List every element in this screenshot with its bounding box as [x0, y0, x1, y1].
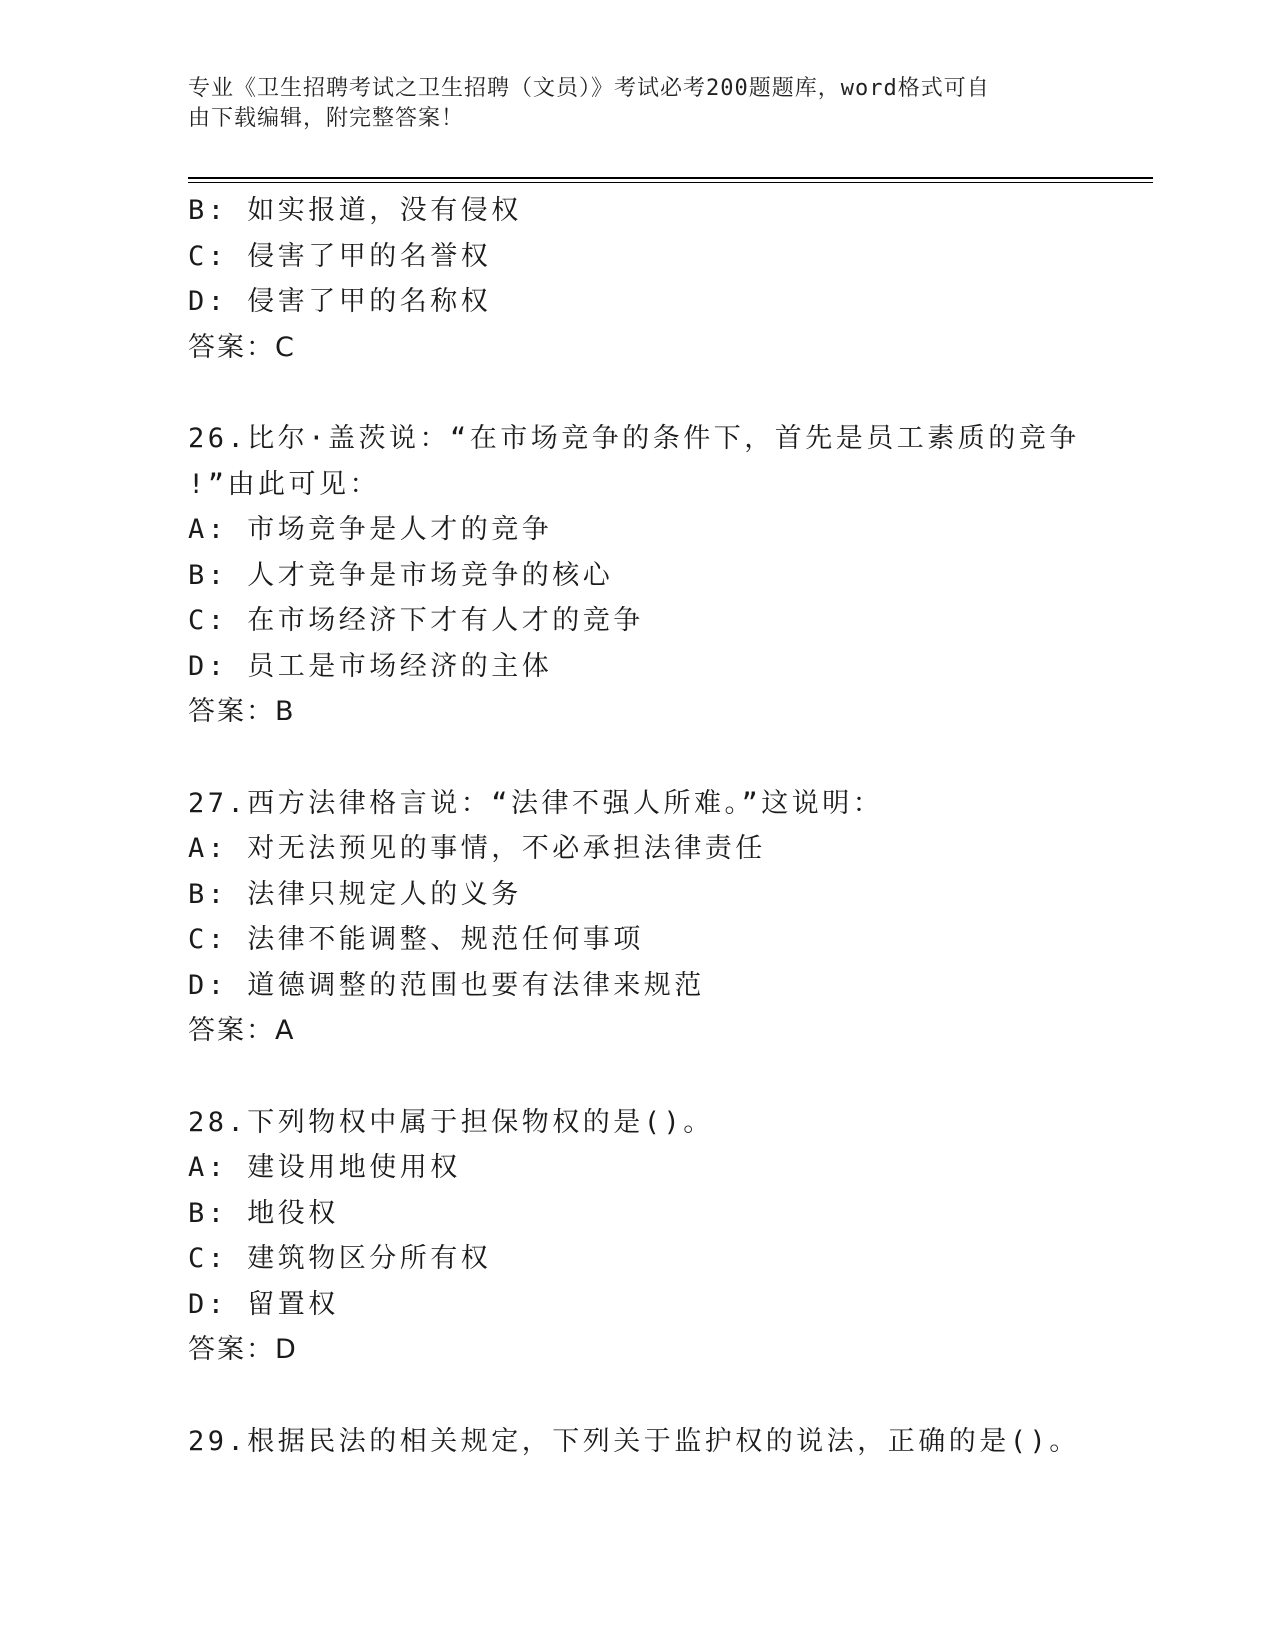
option-a: A: 对无法预见的事情，不必承担法律责任 — [188, 833, 766, 864]
question-28 — [188, 1100, 1148, 1373]
header-line-1: 专业《卫生招聘考试之卫生招聘（文员）》考试必考200题题库，word格式可自 — [188, 76, 990, 101]
header-divider-thick — [188, 177, 1153, 179]
option-c: C: 在市场经济下才有人才的竞争 — [188, 605, 644, 636]
option-a: A: 市场竞争是人才的竞争 — [188, 514, 553, 545]
question-27 — [188, 781, 1148, 1054]
option-d: D: 侵害了甲的名称权 — [188, 286, 492, 317]
question-stem: 28.下列物权中属于担保物权的是()。 — [188, 1106, 714, 1138]
question-list — [188, 188, 1148, 1464]
option-d: D: 道德调整的范围也要有法律来规范 — [188, 969, 705, 1001]
spacer — [188, 1054, 1148, 1100]
spacer — [188, 735, 1148, 781]
question-25 — [188, 188, 1148, 370]
answer: 答案：C — [188, 331, 296, 363]
spacer — [188, 1373, 1148, 1419]
header-line-2: 由下载编辑，附完整答案！ — [188, 106, 465, 131]
option-b: B: 法律只规定人的义务 — [188, 878, 522, 910]
spacer — [188, 370, 1148, 416]
question-stem: 27.西方法律格言说：“法律不强人所难。”这说明： — [188, 787, 884, 819]
answer: 答案：D — [188, 1334, 298, 1365]
question-stem: 26.比尔·盖茨说：“在市场竞争的条件下，首先是员工素质的竞争 — [188, 423, 1080, 454]
answer: 答案：A — [188, 1015, 296, 1046]
option-b: B: 地役权 — [188, 1197, 339, 1229]
option-c: C: 建筑物区分所有权 — [188, 1243, 492, 1274]
question-stem: 29.根据民法的相关规定，下列关于监护权的说法，正确的是()。 — [188, 1425, 1080, 1457]
question-29 — [188, 1419, 1148, 1465]
option-a: A: 建设用地使用权 — [188, 1152, 461, 1183]
question-26 — [188, 416, 1148, 735]
option-c: C: 法律不能调整、规范任何事项 — [188, 924, 644, 955]
option-b: B: 人才竞争是市场竞争的核心 — [188, 559, 614, 591]
answer: 答案：B — [188, 696, 296, 727]
option-d: D: 留置权 — [188, 1288, 339, 1320]
document-header — [188, 74, 1068, 134]
question-stem-continued: !”由此可见： — [188, 468, 381, 500]
option-d: D: 员工是市场经济的主体 — [188, 650, 553, 682]
option-b: B: 如实报道，没有侵权 — [188, 195, 522, 226]
option-c: C: 侵害了甲的名誉权 — [188, 240, 492, 272]
header-divider-thin — [188, 182, 1153, 183]
